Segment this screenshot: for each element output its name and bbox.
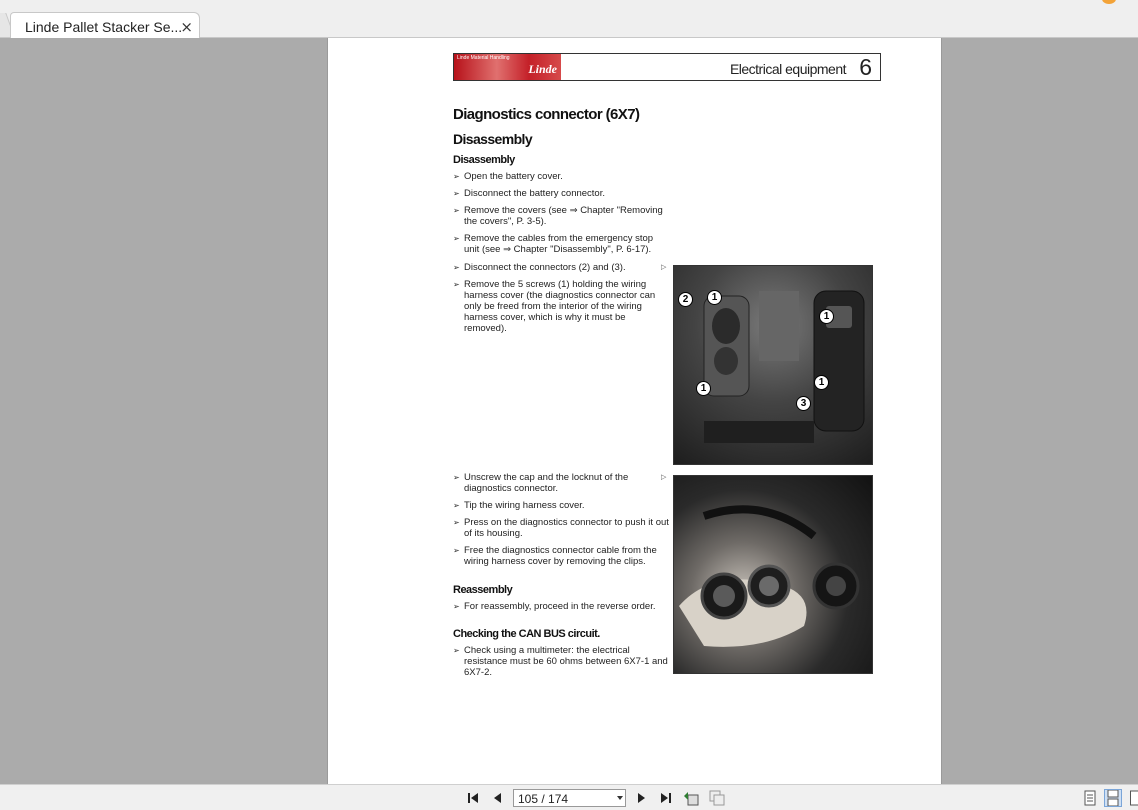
step: ➢ Disconnect the connectors (2) and (3). — [453, 262, 669, 273]
page-indicator: 105 / 174 — [518, 792, 568, 806]
facing-view-icon[interactable] — [1127, 790, 1138, 806]
forward-view-icon[interactable] — [708, 789, 726, 807]
first-page-icon[interactable] — [465, 789, 483, 807]
last-page-icon[interactable] — [656, 789, 674, 807]
previous-page-icon[interactable] — [489, 789, 507, 807]
step: ➢ For reassembly, proceed in the reverse order. — [453, 601, 669, 612]
section-heading: Disassembly — [453, 131, 532, 147]
step: ➢ Remove the covers (see ⇒ Chapter "Removing the covers", P. 3-5). — [453, 205, 669, 227]
step: ➢ Press on the diagnostics connector to push it out of its housing. — [453, 517, 669, 539]
step: ➢ Remove the 5 screws (1) holding the wiring harness cover (the diagnostics connector can only be freed from the interior of the wiring harness cover, which is why it must be removed). — [453, 279, 669, 334]
step: ➢ Check using a multimeter: the electrical resistance must be 60 ohms between 6X7-1 and 6X7-2. — [453, 645, 669, 678]
page-header — [453, 53, 881, 81]
back-view-icon[interactable] — [682, 789, 700, 807]
figure-connector-hand — [673, 475, 873, 674]
step: ➢ Open the battery cover. — [453, 171, 669, 182]
step: ➢ Unscrew the cap and the locknut of the diagnostics connector. — [453, 472, 669, 494]
subheading-reassembly: Reassembly — [453, 584, 512, 596]
callout-3: 3 — [796, 396, 811, 411]
figure-wiring-harness — [673, 265, 873, 465]
subheading-disassembly: Disassembly — [453, 154, 515, 166]
page-number-select[interactable] — [513, 789, 626, 807]
tab-bar — [0, 0, 1138, 38]
linde-logo: Linde Material Handling Linde — [454, 54, 561, 80]
tab-title: Linde Pallet Stacker Se... — [25, 19, 182, 35]
photo-detail — [674, 266, 872, 464]
callout-2: 2 — [678, 292, 693, 307]
figure-pointer-icon: ▷ — [661, 473, 666, 481]
subheading-canbus: Checking the CAN BUS circuit. — [453, 628, 600, 640]
figure-pointer-icon: ▷ — [661, 263, 666, 271]
single-page-view-icon[interactable] — [1082, 790, 1098, 806]
step: ➢ Tip the wiring harness cover. — [453, 500, 669, 511]
callout-1: 1 — [819, 309, 834, 324]
app-status-icon — [1102, 0, 1116, 4]
chevron-down-icon — [617, 796, 623, 800]
close-icon[interactable]: × — [180, 18, 193, 36]
callout-1: 1 — [814, 375, 829, 390]
section-title: Electrical equipment — [730, 61, 846, 77]
page-title: Diagnostics connector (6X7) — [453, 106, 639, 123]
pdf-page — [327, 38, 942, 784]
document-tab[interactable] — [10, 12, 200, 39]
section-number: 6 — [859, 54, 872, 81]
next-page-icon[interactable] — [632, 789, 650, 807]
photo-detail — [674, 476, 872, 673]
step: ➢ Free the diagnostics connector cable from the wiring harness cover by removing the clips. — [453, 545, 669, 567]
step: ➢ Remove the cables from the emergency stop unit (see ⇒ Chapter "Disassembly", P. 6-17). — [453, 233, 669, 255]
callout-1: 1 — [696, 381, 711, 396]
status-bar — [0, 784, 1138, 810]
continuous-view-icon[interactable] — [1105, 790, 1121, 806]
step: ➢ Disconnect the battery connector. — [453, 188, 669, 199]
callout-1: 1 — [707, 290, 722, 305]
